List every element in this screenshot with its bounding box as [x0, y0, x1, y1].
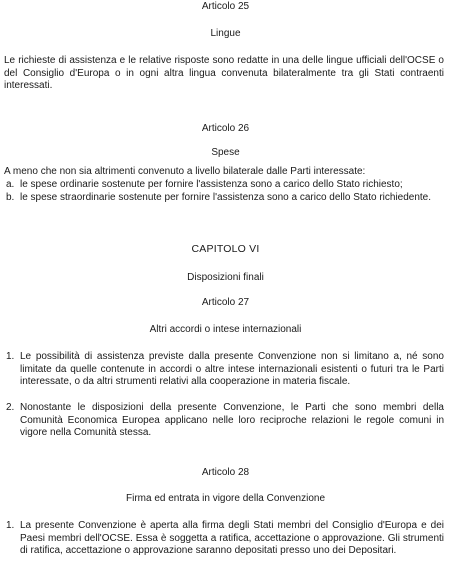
list-item-text: Nonostante le disposizioni della presente Convenzione, le Parti che sono membri della Comunità Economica Europea applicano nelle loro reciproche relazioni le regole comuni in vigore nella Comunità stessa. — [20, 402, 444, 438]
article-25-heading: Lingue — [210, 28, 241, 39]
list-item — [4, 179, 444, 192]
chapter-heading: Disposizioni finali — [187, 272, 264, 283]
list-item — [4, 351, 444, 389]
list-item — [4, 520, 444, 558]
article-27-list — [4, 351, 444, 389]
article-28-title: Articolo 28 — [201, 467, 250, 478]
list-marker: 1. — [6, 520, 15, 531]
list-item-text: le spese straordinarie sostenute per fornire l'assistenza sono a carico dello Stato richiedente. — [20, 191, 432, 203]
article-26-title: Articolo 26 — [201, 123, 250, 134]
article-28-list — [4, 520, 444, 558]
list-item-text: La presente Convenzione è aperta alla firma degli Stati membri del Consiglio d'Europa e dei Paesi membri dell'OCSE. Essa è soggetta a ratifica, accettazione o approvazione. Gli strumenti di ratifica, accettazione o approvazione saranno depositati presso uno dei Depositari. — [20, 520, 444, 556]
list-item-text: Le possibilità di assistenza previste dalla presente Convenzione non si limitano a, né sono limitate da quelle contenute in accordi o altre intese internazionali esistenti o futuri tra le Parti interessate, o da altri strumenti relativi alla cooperazione in materia fiscale. — [20, 351, 444, 387]
list-marker: a. — [6, 179, 15, 190]
article-27-heading: Altri accordi o intese internazionali — [149, 324, 302, 335]
article-27-title: Articolo 27 — [201, 297, 250, 308]
article-25-title: Articolo 25 — [201, 1, 250, 12]
article-25-text: Le richieste di assistenza e le relative risposte sono redatte in una delle lingue ufficiali dell'OCSE o del Consiglio d'Europa o in ogni altra lingua convenuta bilateralmente tra gli Stati contraenti interessati. — [4, 55, 444, 91]
article-26-heading: Spese — [211, 147, 240, 158]
chapter-title: CAPITOLO VI — [191, 243, 260, 255]
article-26-intro: A meno che non sia altrimenti convenuto a livello bilaterale dalle Parti interessate: — [4, 166, 366, 177]
list-marker: 1. — [6, 351, 15, 362]
list-item-text: le spese ordinarie sostenute per fornire l'assistenza sono a carico dello Stato richiesto; — [20, 179, 403, 190]
article-27-list-2 — [4, 402, 444, 440]
article-26-list — [4, 179, 444, 204]
article-28-heading: Firma ed entrata in vigore della Convenzione — [126, 493, 325, 504]
list-item — [4, 402, 444, 440]
list-marker: 2. — [6, 402, 15, 413]
list-marker: b. — [6, 191, 15, 203]
list-item — [4, 192, 444, 205]
